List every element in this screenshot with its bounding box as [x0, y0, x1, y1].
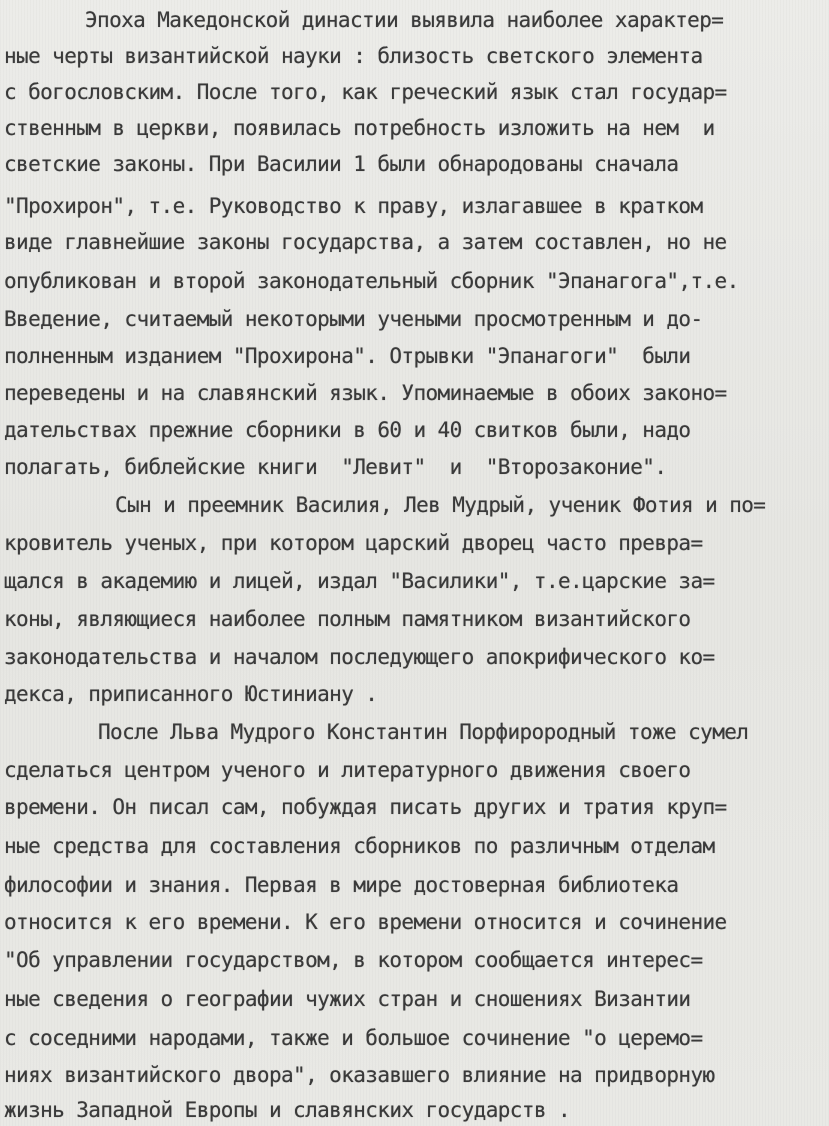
text-line: философии и знания. Первая в мире достоверная библиотека: [4, 873, 679, 897]
text-line: с богословским. После того, как греческий язык стал государ=: [4, 80, 727, 104]
text-line: щался в академию и лицей, издал "Василики", т.е.царские за=: [4, 569, 715, 593]
text-line: опубликован и второй законодательный сборник "Эпанагога",т.е.: [4, 269, 739, 293]
text-line: виде главнейшие законы государства, а затем составлен, но не: [4, 230, 727, 254]
text-line: полагать, библейские книги "Левит" и "Второзаконие".: [4, 455, 667, 479]
text-line: ственным в церкви, появилась потребность изложить на нем и: [4, 116, 715, 140]
text-line: "Прохирон", т.е. Руководство к праву, излагавшее в кратком: [4, 194, 703, 218]
text-line: ные средства для составления сборников по различным отделам: [4, 834, 715, 858]
text-line: сделаться центром ученого и литературного движения своего: [4, 758, 691, 782]
text-line: После Льва Мудрого Константин Порфирородный тоже сумел: [98, 720, 749, 744]
text-line: Введение, считаемый некоторыми учеными просмотренным и до-: [4, 307, 703, 331]
text-line: декса, приписанного Юстиниану .: [4, 682, 378, 706]
text-line: "Об управлении государством, в котором сообщается интерес=: [4, 948, 703, 972]
text-line: законодательства и началом последующего апокрифического ко=: [4, 645, 715, 669]
text-line: ные черты византийской науки : близость светского элемента: [4, 44, 703, 68]
text-line: жизнь Западной Европы и славянских государств .: [4, 1098, 571, 1122]
text-line: светские законы. При Василии 1 были обнародованы сначала: [4, 152, 679, 176]
text-line: с соседними народами, также и большое сочинение "о церемо=: [4, 1026, 703, 1050]
text-line: ниях византийского двора", оказавшего влияние на придворную: [4, 1063, 715, 1087]
text-line: Эпоха Македонской династии выявила наиболее характер=: [85, 8, 724, 32]
text-line: коны, являющиеся наиболее полным памятником византийского: [4, 607, 691, 631]
text-line: переведены и на славянский язык. Упоминаемые в обоих законо=: [4, 381, 727, 405]
text-line: полненным изданием "Прохирона". Отрывки "Эпанагоги" были: [4, 344, 691, 368]
text-line: кровитель ученых, при котором царский дворец часто превра=: [4, 531, 703, 555]
text-line: относится к его времени. К его времени относится и сочинение: [4, 910, 727, 934]
text-line: Сын и преемник Василия, Лев Мудрый, ученик Фотия и по=: [115, 493, 766, 517]
text-line: времени. Он писал сам, побуждая писать других и тратия круп=: [4, 795, 727, 819]
text-line: дательствах прежние сборники в 60 и 40 свитков были, надо: [4, 418, 691, 442]
text-line: ные сведения о географии чужих стран и сношениях Византии: [4, 987, 691, 1011]
